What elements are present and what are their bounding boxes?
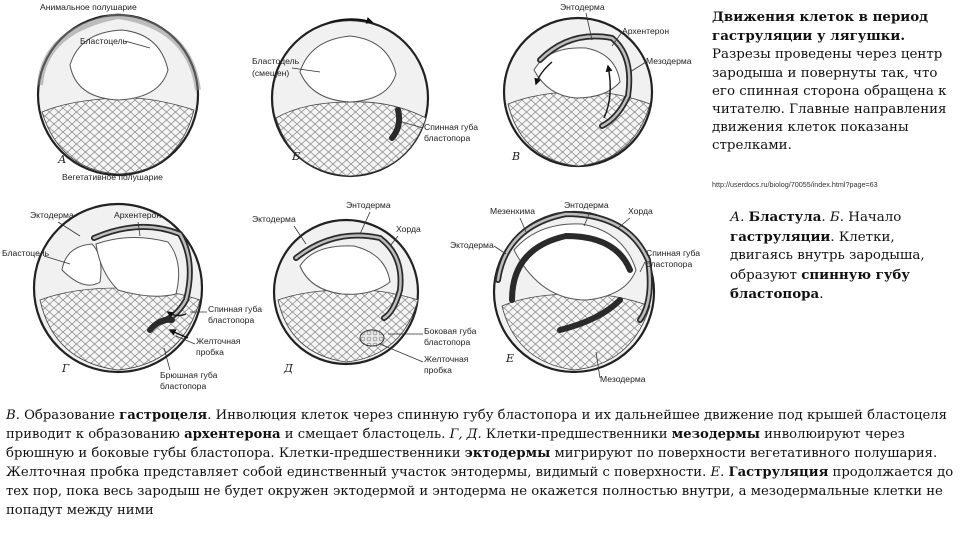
panel-d-yolk-plug — [274, 220, 418, 375]
label-blastocoel-a: Бластоцель — [80, 36, 128, 46]
caption-mid: А. Бластула. Б. Начало гаструляции. Клетки, двигаясь внутрь зародыша, образуют спинную губу бластопора. — [730, 209, 925, 302]
label-yolk-plug-d-2: пробка — [424, 365, 452, 375]
caption-b-text-2: . Клетки, двигаясь внутрь зародыша, образуют — [730, 229, 925, 283]
label-mesenchyme-e: Мезенхима — [490, 206, 535, 216]
label-mesoderm-v: Мезодерма — [646, 56, 692, 66]
caption-mid-end: . — [819, 287, 824, 302]
caption-body: Разрезы проведены через центр зародыша и повернуты так, что его спинная сторона обращена к читателю. Главные направления движения клеток показаны стрелками. — [712, 47, 947, 154]
caption-term-mesoderm: мезодермы — [671, 427, 760, 442]
label-yolk-plug-g: Желточная — [196, 336, 241, 346]
caption-bottom-t2: . Инволюция клеток через спинную губу бластопора и их дальнейшее движение под крышей бластоцеля приводит к образованию — [6, 408, 947, 442]
panel-letter-d: Д — [284, 362, 293, 375]
caption-a-letter: А. — [730, 210, 745, 225]
label-mesoderm-e: Мезодерма — [600, 374, 646, 384]
label-dorsal-lip-g: Спинная губа — [208, 304, 263, 314]
caption-right — [712, 8, 954, 156]
label-endoderm-d: Энтодерма — [346, 200, 391, 210]
panel-g-blastopore-lips — [34, 204, 202, 375]
panel-letter-b: Б — [292, 150, 301, 163]
caption-term-dorsal-lip: спинную губу бластопора — [730, 266, 910, 302]
panel-e-late-gastrula — [494, 212, 654, 372]
label-ectoderm-g: Эктодерма — [30, 210, 74, 220]
label-yolk-plug-d: Желточная — [424, 354, 469, 364]
label-endoderm-e: Энтодерма — [564, 200, 609, 210]
label-ventral-lip-g-2: бластопора — [160, 381, 207, 391]
panel-b-early-gastrula — [272, 19, 428, 176]
label-ventral-lip-g: Брюшная губа — [160, 370, 218, 380]
caption-term-gastrulation: гаструляции — [730, 228, 831, 245]
label-ectoderm-d: Эктодерма — [252, 214, 296, 224]
label-dorsal-lip-g-2: бластопора — [208, 315, 255, 325]
caption-term-gastrocoel: гастроцеля — [119, 408, 208, 423]
caption-b-text-1: Начало — [848, 210, 902, 225]
caption-bottom-t1: Образование — [24, 408, 115, 423]
panel-letter-e: Е — [506, 352, 515, 365]
panel-letter-g: Г — [62, 362, 70, 375]
caption-bottom-t4: Клетки-предшественники — [485, 427, 668, 442]
caption-bottom — [6, 406, 956, 520]
caption-gd-letters: Г, Д. — [449, 427, 482, 442]
label-chord-d: Хорда — [396, 224, 421, 234]
label-blastocoel-g: Бластоцель — [2, 248, 50, 258]
label-dorsal-lip-e-2: бластопора — [646, 259, 693, 269]
caption-term-archenteron: архентерона — [184, 427, 281, 442]
label-yolk-plug-g-2: пробка — [196, 347, 224, 357]
label-lateral-lip-d-2: бластопора — [424, 337, 471, 347]
label-blastocoel-shifted: Бластоцель — [252, 56, 300, 66]
caption-term-blastula: Бластула — [748, 209, 822, 225]
caption-title: Движения клеток в период гаструляции у лягушки. — [712, 9, 929, 45]
label-lateral-lip-d: Боковая губа — [424, 326, 477, 336]
label-chord-e: Хорда — [628, 206, 653, 216]
label-archenteron-g: Архентерон — [114, 210, 162, 220]
label-dorsal-lip-b: Спинная губа — [424, 122, 479, 132]
label-animal-hemisphere: Анимальное полушарие — [40, 2, 137, 12]
panel-letter-a: А — [58, 153, 67, 166]
label-ectoderm-e: Эктодерма — [450, 240, 494, 250]
caption-bottom-t6: мигрируют по поверхности вегетативного полушария. Желточная пробка представляет собой единственный участок энтодермы, видимый с поверхности. — [6, 446, 938, 480]
label-dorsal-lip-e: Спинная губа — [646, 248, 701, 258]
caption-v-letter: В. — [6, 408, 20, 423]
caption-bottom-t3: и смещает бластоцель. — [284, 427, 446, 442]
caption-e-letter: Е. — [710, 465, 725, 480]
caption-bottom-t7: продолжается до тех пор, пока весь зародыш не будет окружен эктодермой и энтодерма не окажется полностью внутри, а мезодермальные клетки не попадут между ними — [6, 465, 954, 518]
caption-term-gastrulation-2: Гаструляция — [728, 465, 829, 480]
label-dorsal-lip-b-2: бластопора — [424, 133, 471, 143]
caption-term-ectoderm: эктодермы — [464, 446, 551, 461]
label-vegetal-hemisphere: Вегетативное полушарие — [62, 172, 163, 182]
caption-b-letter: Б. — [829, 210, 844, 225]
label-endoderm-v: Энтодерма — [560, 2, 605, 12]
panel-letter-v: В — [512, 150, 521, 163]
panel-v-gastrocoel — [504, 18, 652, 166]
caption-bottom-t5: инволюируют через брюшную и боковые губы бластопора. Клетки-предшественники — [6, 427, 905, 461]
label-blastocoel-shifted-2: (смещен) — [252, 68, 290, 78]
label-archenteron-v: Архентерон — [622, 26, 670, 36]
source-url: http://userdocs.ru/biolog/70055/index.html?page=63 — [712, 180, 878, 189]
